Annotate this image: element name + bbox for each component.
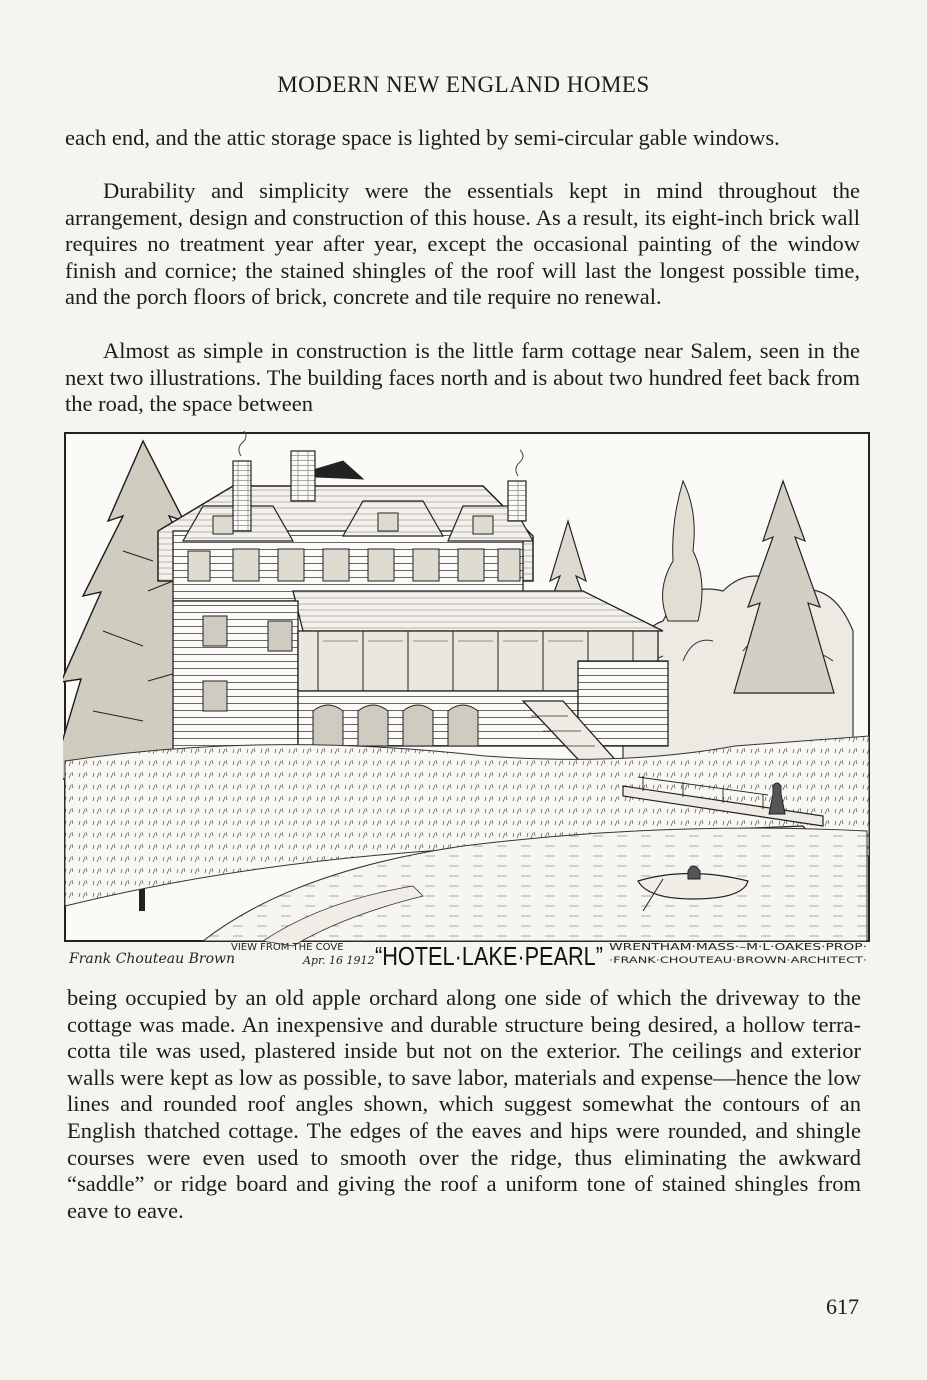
architect-line: ·FRANK·CHOUTEAU·BROWN·ARCHITECT· [609,956,867,966]
date-label: Apr. 16 1912 [303,954,375,967]
hotel-lake-pearl-illustration [63,431,871,976]
chimney [291,451,315,501]
paragraph-3: Almost as simple in construction is the little farm cottage near Salem, seen in the next two illustrations. The building faces north and is about two hundred feet back from the road, the space between [65,338,860,417]
page-number: 617 [826,1294,859,1319]
paragraph-1: each end, and the attic storage space is lighted by semi-circular gable windows. [65,125,780,150]
running-head: MODERN NEW ENGLAND HOMES [277,72,650,97]
chimney [508,481,526,521]
view-label: VIEW FROM THE COVE [231,942,344,953]
chimney [233,461,251,531]
illustration-title: “HOTEL·LAKE·PEARL” [375,941,603,971]
location-line: WRENTHAM·MASS·–M·L·OAKES·PROP· [609,942,867,953]
paragraph-4: being occupied by an old apple orchard along one side of which the driveway to the cottage was made. An inexpensive and durable structure being desired, a hollow terra-cotta tile was used, plastered inside but not on the exterior. The ceilings and exterior walls were kept as low as possible, to save labor, materials and expense—hence the low lines and rounded roof angles shown, which suggest somewhat the contours of an English thatched cottage. The edges of the eaves and hips were rounded, and shingle courses were even used to smooth over the ridge, thus eliminating the awkward “saddle” or ridge board and giving the roof a uniform tone of stained shingles from eave to eave. [67,985,861,1223]
illustration-drawing [63,431,871,976]
artist-signature: Frank Chouteau Brown [69,951,236,967]
paragraph-2: Durability and simplicity were the essentials kept in mind throughout the arrangement, design and construction of this house. As a result, its eight-inch brick wall requires no treatment year after year, except the occasional painting of the window finish and cornice; the stained shingles of the roof will last the longest possible time, and the porch floors of brick, concrete and tile require no renewal. [65,178,860,310]
